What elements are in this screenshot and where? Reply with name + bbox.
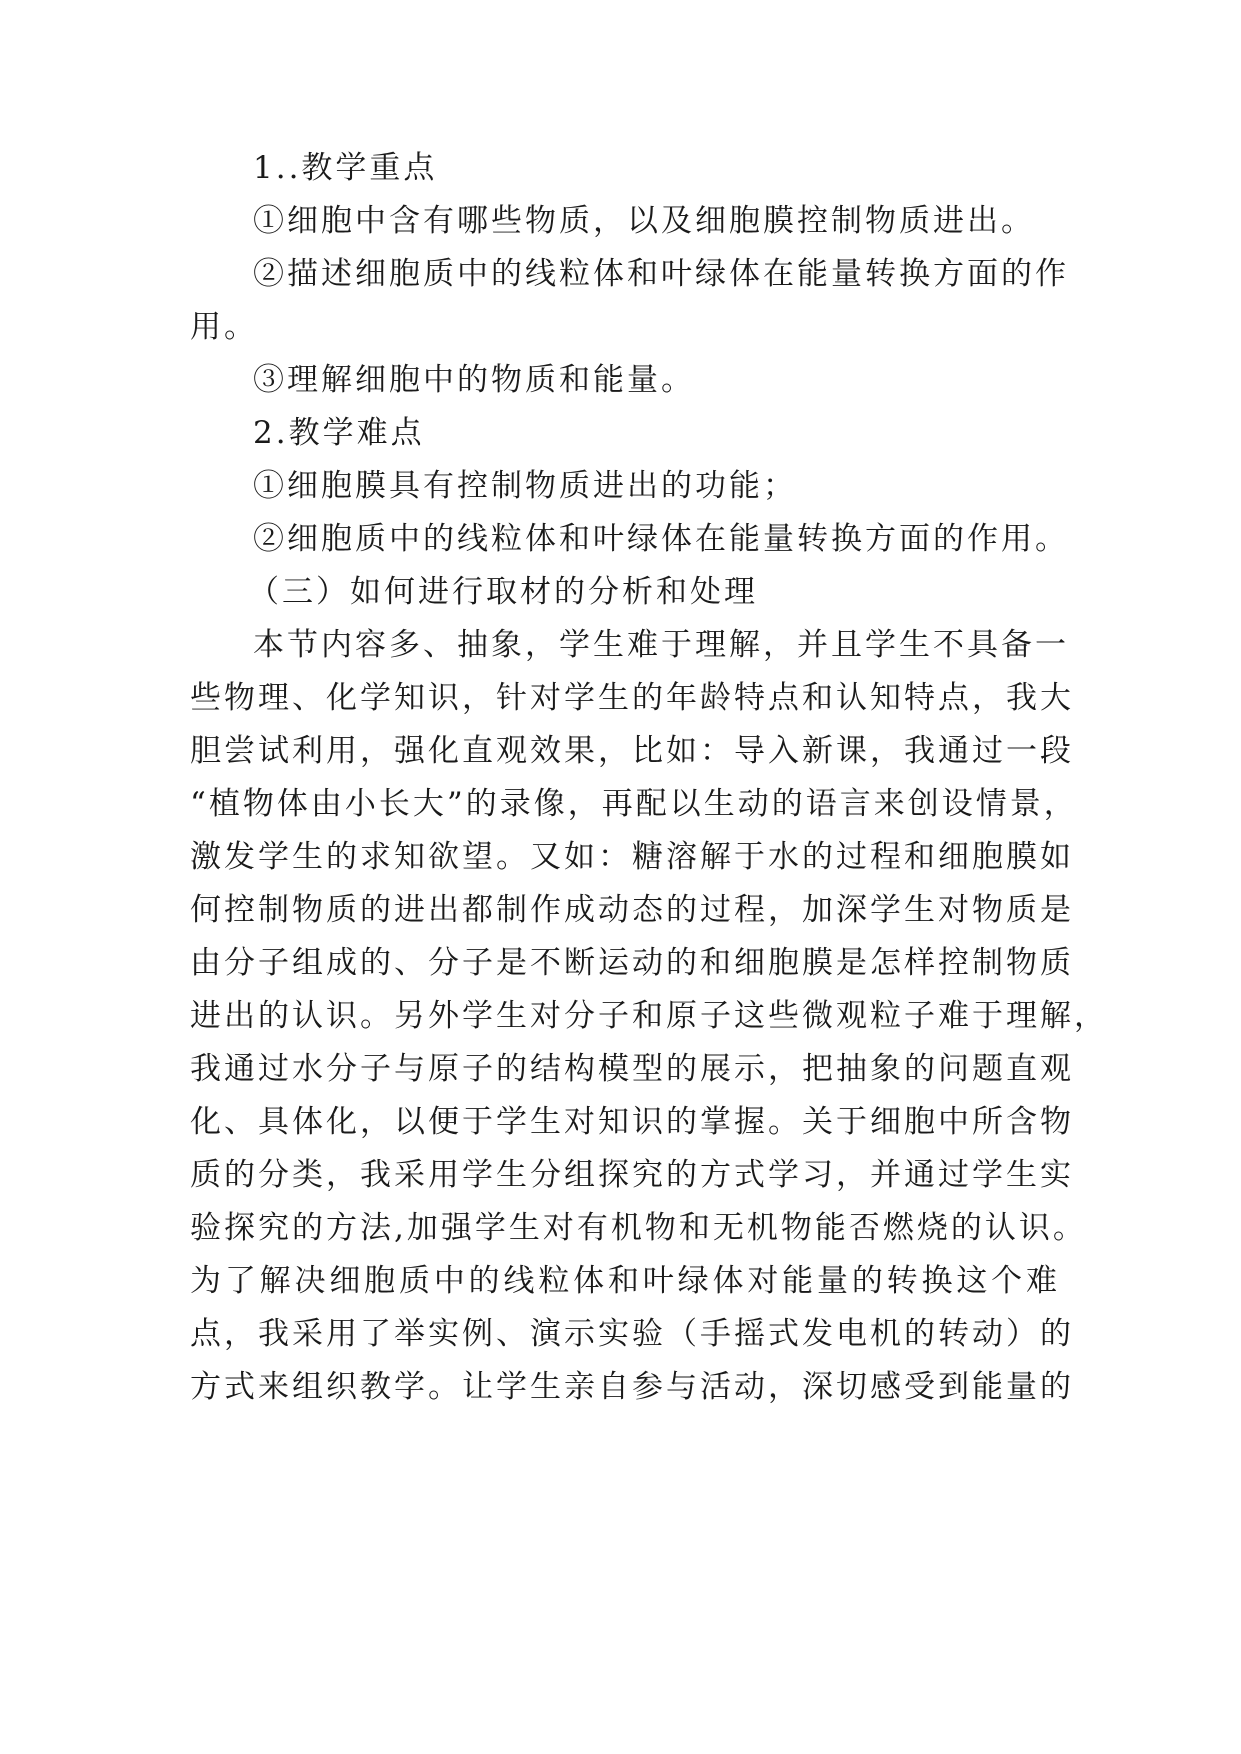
paragraph-line: 质的分类，我采用学生分组探究的方式学习，并通过学生实 [190, 1157, 1074, 1193]
difficult-points-heading: 2.教学难点 [253, 415, 425, 451]
paragraph-line: 化、具体化，以便于学生对知识的掌握。关于细胞中所含物 [190, 1104, 1074, 1140]
key-points-heading: 1..教学重点 [253, 150, 438, 186]
key-point-item-2-line-2: 用。 [190, 309, 258, 345]
paragraph-line: 何控制物质的进出都制作成动态的过程，加深学生对物质是 [190, 892, 1074, 928]
difficult-point-item-2: ②细胞质中的线粒体和叶绿体在能量转换方面的作用。 [253, 521, 1069, 557]
paragraph-line: 激发学生的求知欲望。又如：糖溶解于水的过程和细胞膜如 [190, 839, 1074, 875]
material-section-heading: （三）如何进行取材的分析和处理 [248, 574, 758, 610]
paragraph-line: 验探究的方法,加强学生对有机物和无机物能否燃烧的认识。 [190, 1210, 1087, 1246]
paragraph-line: 胆尝试利用，强化直观效果，比如：导入新课，我通过一段 [190, 733, 1074, 769]
paragraph-line: 些物理、化学知识，针对学生的年龄特点和认知特点，我大 [190, 680, 1074, 716]
paragraph-line: 本节内容多、抽象，学生难于理解，并且学生不具备一 [253, 627, 1069, 663]
key-point-item-1: ①细胞中含有哪些物质，以及细胞膜控制物质进出。 [253, 203, 1035, 239]
paragraph-line: 方式来组织教学。让学生亲自参与活动，深切感受到能量的 [190, 1369, 1074, 1405]
paragraph-line: 点，我采用了举实例、演示实验（手摇式发电机的转动）的 [190, 1316, 1074, 1352]
key-point-item-2-line-1: ②描述细胞质中的线粒体和叶绿体在能量转换方面的作 [253, 256, 1069, 292]
difficult-point-item-1: ①细胞膜具有控制物质进出的功能； [253, 468, 797, 504]
paragraph-line: 由分子组成的、分子是不断运动的和细胞膜是怎样控制物质 [190, 945, 1074, 981]
paragraph-line: “植物体由小长大”的录像，再配以生动的语言来创设情景， [190, 786, 1078, 822]
paragraph-line: 进出的认识。另外学生对分子和原子这些微观粒子难于理解， [190, 998, 1108, 1034]
paragraph-line: 为了解决细胞质中的线粒体和叶绿体对能量的转换这个难 [190, 1263, 1060, 1299]
paragraph-line: 我通过水分子与原子的结构模型的展示，把抽象的问题直观 [190, 1051, 1074, 1087]
key-point-item-3: ③理解细胞中的物质和能量。 [253, 362, 695, 398]
